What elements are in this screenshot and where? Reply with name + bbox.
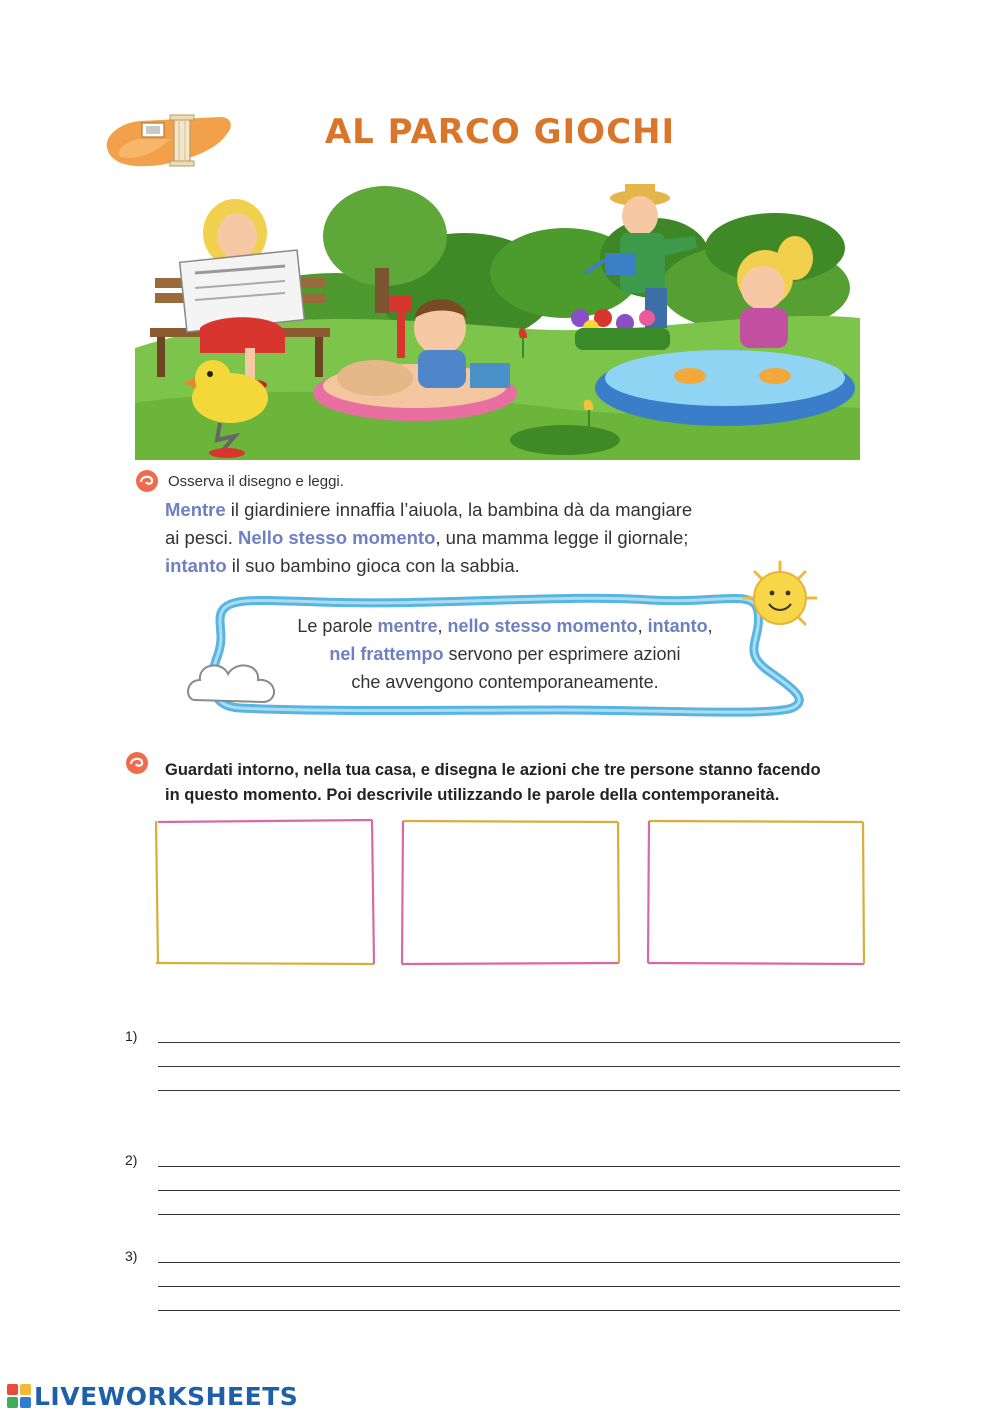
keyword-mentre: Mentre	[165, 499, 226, 520]
reading-text: il suo bambino gioca con la sabbia.	[226, 555, 520, 576]
info-line-3: che avvengono contemporaneamente.	[351, 672, 659, 692]
answer-number-1: 1)	[125, 1028, 138, 1044]
info-text: servono per esprimere azioni	[443, 644, 681, 664]
info-text: ,	[637, 616, 648, 636]
reading-line-2	[165, 524, 825, 552]
answer-line[interactable]	[158, 1166, 900, 1167]
keyword-intanto: intanto	[647, 616, 708, 636]
exercise-instruction	[165, 758, 925, 808]
info-box-text	[225, 612, 785, 696]
keyword-nello-stesso-momento: nello stesso momento	[447, 616, 638, 636]
drawing-box-3[interactable]	[643, 817, 868, 967]
answer-line[interactable]	[158, 1190, 900, 1191]
reading-line-1	[165, 496, 825, 524]
reading-text: , una mamma legge il giornale;	[435, 527, 689, 548]
info-line-1	[225, 612, 785, 640]
exercise-line-2: in questo momento. Poi descrivile utilizzando le parole della contemporaneità.	[165, 786, 780, 804]
exercise-line-1: Guardati intorno, nella tua casa, e disegna le azioni che tre persone stanno facendo	[165, 761, 821, 779]
answer-line[interactable]	[158, 1214, 900, 1215]
keyword-nel-frattempo: nel frattempo	[329, 644, 444, 664]
reading-text: ai pesci.	[165, 527, 239, 548]
info-text: ,	[437, 616, 448, 636]
footer-logo	[6, 1380, 298, 1412]
answer-line[interactable]	[158, 1090, 900, 1091]
keyword-intanto: intanto	[165, 555, 227, 576]
park-illustration	[135, 178, 860, 460]
answer-number-3: 3)	[125, 1248, 138, 1264]
reading-text: il giardiniere innaffia l’aiuola, la bambina dà da mangiare	[225, 499, 693, 520]
page-title: AL PARCO GIOCHI	[324, 112, 676, 152]
reading-instruction: Osserva il disegno e leggi.	[168, 473, 344, 490]
info-line-2	[225, 640, 785, 668]
chapter-badge-icon	[100, 113, 235, 171]
swirl-bullet-icon	[134, 468, 160, 494]
keyword-mentre: mentre	[377, 616, 438, 636]
info-text: ,	[707, 616, 713, 636]
footer-brand-text: LIVEWORKSHEETS	[34, 1381, 299, 1411]
liveworksheets-logo-icon	[6, 1383, 32, 1409]
answer-line[interactable]	[158, 1286, 900, 1287]
answer-number-2: 2)	[125, 1152, 138, 1168]
answer-line[interactable]	[158, 1262, 900, 1263]
drawing-box-2[interactable]	[398, 817, 623, 967]
answer-line[interactable]	[158, 1310, 900, 1311]
swirl-bullet-icon	[124, 750, 150, 776]
keyword-nello-stesso-momento: Nello stesso momento	[238, 527, 436, 548]
info-text: Le parole	[297, 616, 378, 636]
answer-line[interactable]	[158, 1042, 900, 1043]
drawing-box-1[interactable]	[152, 817, 377, 967]
answer-line[interactable]	[158, 1066, 900, 1067]
